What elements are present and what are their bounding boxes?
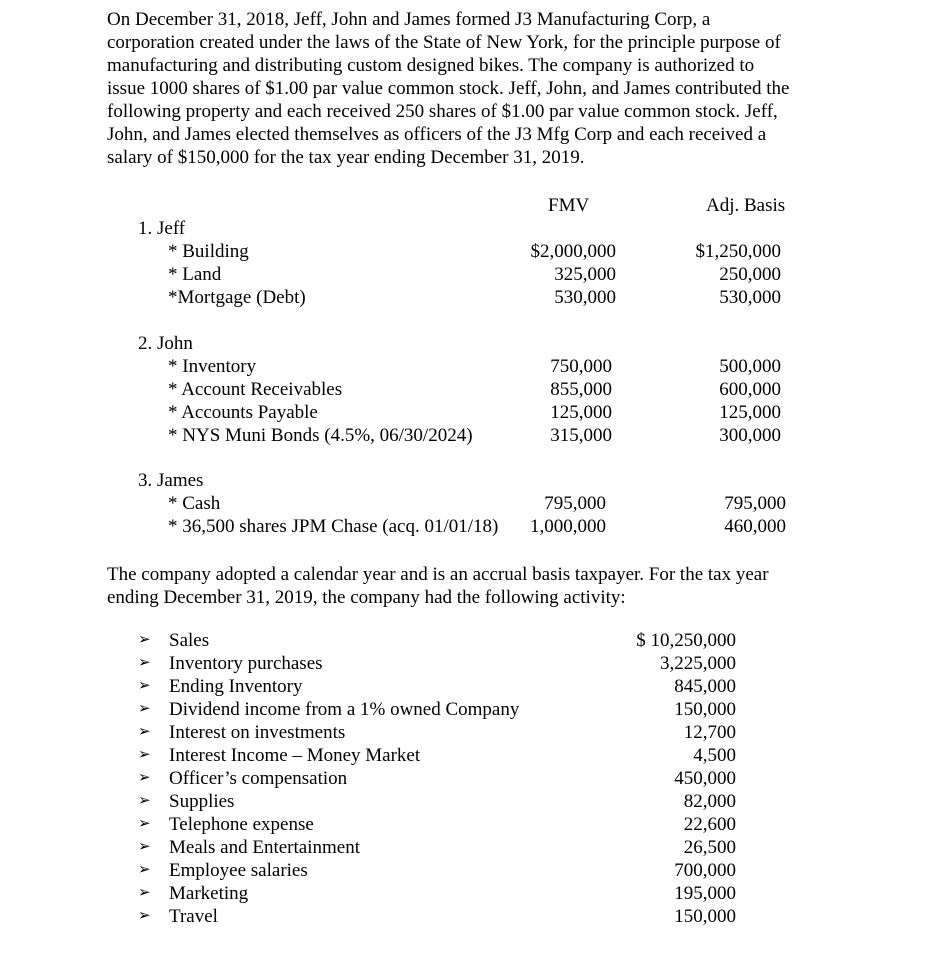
activity-amount: 12,700 (683, 722, 736, 743)
activity-item (0, 905, 934, 928)
arrowhead-bullet-icon: ➢ (138, 770, 151, 786)
intro-line: issue 1000 shares of $1.00 par value common stock. Jeff, John, and James contributed the (107, 78, 790, 99)
intro-line: John, and James elected themselves as officers of the J3 Mfg Corp and each received a (107, 124, 767, 145)
activity-amount: 150,000 (674, 906, 736, 927)
activity-item (0, 767, 934, 790)
property-fmv: 795,000 (544, 493, 606, 514)
property-row (0, 286, 934, 309)
contributor-name: 1. Jeff (138, 218, 186, 239)
arrowhead-bullet-icon: ➢ (138, 678, 151, 694)
intro-line: salary of $150,000 for the tax year ending December 31, 2019. (107, 147, 585, 168)
activity-label: Interest on investments (169, 722, 346, 743)
property-basis: 600,000 (719, 379, 781, 400)
property-name: * Cash (168, 493, 221, 514)
activity-amount: 26,500 (683, 837, 736, 858)
property-basis: 795,000 (724, 493, 786, 514)
property-fmv: 315,000 (550, 425, 612, 446)
adj-basis-column-header: Adj. Basis (706, 195, 786, 216)
activity-item (0, 813, 934, 836)
activity-label: Inventory purchases (169, 653, 323, 674)
property-fmv: 855,000 (550, 379, 612, 400)
contributor-name: 2. John (138, 333, 193, 354)
arrowhead-bullet-icon: ➢ (138, 908, 151, 924)
property-fmv: $2,000,000 (530, 241, 616, 262)
property-fmv: 325,000 (554, 264, 616, 285)
activity-item (0, 629, 934, 652)
activity-item (0, 859, 934, 882)
activity-item (0, 652, 934, 675)
activity-label: Telephone expense (169, 814, 314, 835)
activity-amount: 450,000 (674, 768, 736, 789)
arrowhead-bullet-icon: ➢ (138, 701, 151, 717)
property-fmv: 750,000 (550, 356, 612, 377)
activity-label: Meals and Entertainment (169, 837, 360, 858)
property-basis: 300,000 (719, 425, 781, 446)
activity-amount: 3,225,000 (660, 653, 736, 674)
arrowhead-bullet-icon: ➢ (138, 862, 151, 878)
activity-label: Officer’s compensation (169, 768, 348, 789)
activity-item (0, 836, 934, 859)
activity-item (0, 698, 934, 721)
property-basis: $1,250,000 (695, 241, 781, 262)
arrowhead-bullet-icon: ➢ (138, 885, 151, 901)
arrowhead-bullet-icon: ➢ (138, 632, 151, 648)
arrowhead-bullet-icon: ➢ (138, 839, 151, 855)
activity-label: Travel (169, 906, 218, 927)
property-row (0, 355, 934, 378)
property-fmv: 1,000,000 (530, 516, 606, 537)
activity-amount: $ 10,250,000 (636, 630, 736, 651)
activity-intro-line: The company adopted a calendar year and is an accrual basis taxpayer. For the tax year (107, 564, 769, 585)
property-fmv: 125,000 (550, 402, 612, 423)
property-row (0, 492, 934, 515)
activity-amount: 845,000 (674, 676, 736, 697)
arrowhead-bullet-icon: ➢ (138, 724, 151, 740)
activity-label: Dividend income from a 1% owned Company (169, 699, 520, 720)
activity-item (0, 675, 934, 698)
arrowhead-bullet-icon: ➢ (138, 793, 151, 809)
activity-label: Interest Income – Money Market (169, 745, 421, 766)
activity-label: Employee salaries (169, 860, 308, 881)
property-name: * 36,500 shares JPM Chase (acq. 01/01/18) (168, 516, 499, 537)
property-name: * Building (168, 241, 249, 262)
property-row (0, 240, 934, 263)
property-basis: 500,000 (719, 356, 781, 377)
intro-paragraph (107, 8, 847, 169)
activity-item (0, 744, 934, 767)
activity-amount: 4,500 (693, 745, 736, 766)
activity-amount: 700,000 (674, 860, 736, 881)
property-name: * NYS Muni Bonds (4.5%, 06/30/2024) (168, 425, 473, 446)
intro-line: following property and each received 250 shares of $1.00 par value common stock. Jeff, (107, 101, 778, 122)
activity-intro-paragraph (107, 563, 867, 609)
arrowhead-bullet-icon: ➢ (138, 655, 151, 671)
arrowhead-bullet-icon: ➢ (138, 816, 151, 832)
property-fmv: 530,000 (554, 287, 616, 308)
property-name: * Inventory (168, 356, 257, 377)
property-row (0, 378, 934, 401)
property-name: * Accounts Payable (168, 402, 318, 423)
activity-label: Supplies (169, 791, 235, 812)
property-row (0, 401, 934, 424)
contributor-name: 3. James (138, 470, 204, 491)
activity-label: Marketing (169, 883, 249, 904)
property-row (0, 424, 934, 447)
activity-label: Sales (169, 630, 210, 651)
activity-amount: 195,000 (674, 883, 736, 904)
activity-amount: 22,600 (683, 814, 736, 835)
activity-item (0, 721, 934, 744)
activity-amount: 150,000 (674, 699, 736, 720)
property-basis: 250,000 (719, 264, 781, 285)
activity-item (0, 790, 934, 813)
property-row (0, 515, 934, 538)
property-basis: 460,000 (724, 516, 786, 537)
intro-line: corporation created under the laws of the State of New York, for the principle purpose of (107, 32, 781, 53)
activity-amount: 82,000 (683, 791, 736, 812)
property-name: *Mortgage (Debt) (168, 287, 306, 308)
property-name: * Account Receivables (168, 379, 343, 400)
property-name: * Land (168, 264, 222, 285)
intro-line: On December 31, 2018, Jeff, John and James formed J3 Manufacturing Corp, a (107, 9, 711, 30)
fmv-column-header: FMV (548, 195, 590, 216)
property-basis: 125,000 (719, 402, 781, 423)
property-basis: 530,000 (719, 287, 781, 308)
intro-line: manufacturing and distributing custom designed bikes. The company is authorized to (107, 55, 755, 76)
activity-item (0, 882, 934, 905)
activity-label: Ending Inventory (169, 676, 303, 697)
activity-intro-line: ending December 31, 2019, the company had the following activity: (107, 587, 626, 608)
arrowhead-bullet-icon: ➢ (138, 747, 151, 763)
property-row (0, 263, 934, 286)
